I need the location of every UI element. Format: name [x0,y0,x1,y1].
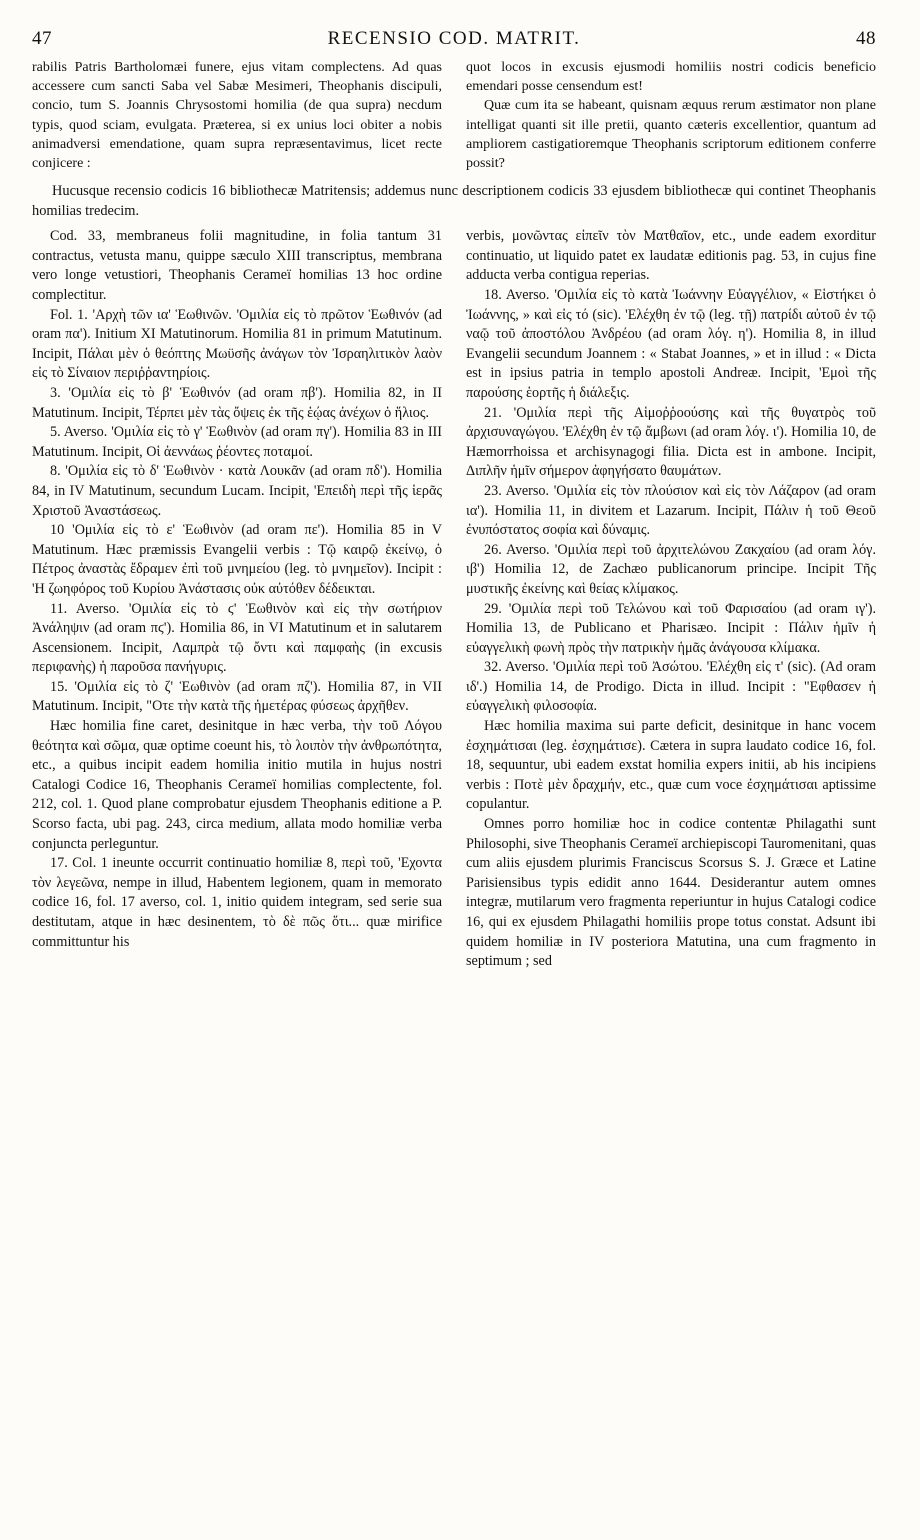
right-page-number: 48 [855,28,876,49]
left-page-number: 47 [32,28,52,49]
paragraph: 21. 'Ομιλία περὶ τῆς Αἱμοῤῥοούσης καὶ τῆς θυγατρὸς τοῦ ἀρχισυναγώγου. 'Ελέχθη ἐν τῷ ἄμβωνι (ad oram λόγ. ι'). Homilia 10, de Hæmorrhoissa et archisynagogi filia. Dicta est in ambone. Incipit, Διπλῆν ἡμῖν σήμερον ἀφηγήσατο θαυμάτων. [466,404,876,480]
running-header [32,28,876,58]
paragraph: 3. 'Ομιλία εἰς τὸ β' Ἑωθινόν (ad oram πβ'). Homilia 82, in II Matutinum. Incipit, Τέρπει μὲν τὰς ὄψεις ἐκ τῆς ἑῴας ἀνέχων ὁ ἥλιος. [32,384,442,421]
paragraph: 32. Averso. 'Ομιλία περὶ τοῦ Ἀσώτου. 'Ελέχθη εἰς τ' (sic). (Ad oram ιδ'.) Homilia 14, de Prodigo. Dicta in illud. Incipit : "Εφθασεν ἡ εὐαγγελικὴ φιλοσοφία. [466,659,876,715]
left-column [32,227,442,972]
main-columns [32,227,876,972]
right-column [466,227,876,972]
paragraph: quot locos in excusis ejusmodi homiliis nostri codicis beneficio emendari posse censendum est! [466,60,876,95]
paragraph: 11. Averso. 'Ομιλία εἰς τὸ ϛ' Ἑωθινὸν καὶ εἰς τὴν σωτήριον Ἀνάληψιν (ad oram πϛ'). Homilia 86, in VI Matutinum et in salutarem Ascensionem. Incipit, Λαμπρὰ τῷ ὄντι καὶ παμφαὴς (in excusis περιφανὴς) ἡ παροῦσα πανήγυρις. [32,600,442,676]
paragraph: 8. 'Ομιλία εἰς τὸ δ' Ἑωθινὸν · κατὰ Λουκᾶν (ad oram πδ'). Homilia 84, in IV Matutinum, secundum Lucam. Incipit, 'Επειδὴ περὶ τῆς ἱερᾶς Χριστοῦ Ἀναστάσεως. [32,463,442,519]
top-left-column [32,58,442,173]
paragraph: 17. Col. 1 ineunte occurrit continuatio homiliæ 8, περὶ τοῦ, 'Εχοντα τὸν λεγεῶνα, nempe in illud, Habentem legionem, quam in memorato codice 16, fol. 17 averso, col. 1, initio quidem integram, sed serie sua destitutam, atque in hæc desinentem, τὸ δὲ πῶς ὅτι... quæ mirifice committuntur his [32,855,442,950]
paragraph: Fol. 1. 'Αρχὴ τῶν ια' Ἑωθινῶν. 'Ομιλία εἰς τὸ πρῶτον Ἑωθινόν (ad oram πα'). Initium XI Matutinorum. Homilia 81 in primum Matutinum. Incipit, Πάλαι μὲν ὁ θεόπτης Μωϋσῆς ἀνάγων τὸν Ἰσραηλιτικὸν λαὸν εἰς τὸ Σίναιον περιῤῥαντηρίοις. [32,306,442,382]
paragraph: Quæ cum ita se habeant, quisnam æquus rerum æstimator non plane intelligat quanti sit ille pretii, quanto cæteris excellentior, quantum ad ampliorem castigatioremque Theophanis scriptorum editionem conferre possit? [466,98,876,172]
paragraph: 26. Averso. 'Ομιλία περὶ τοῦ ἀρχιτελώνου Ζακχαίου (ad oram λόγ. ιβ') Homilia 12, de Zachæo publicanorum principe. Incipit Τῆς μυστικῆς ἐκείνης καὶ θείας κλίμακος. [466,541,876,597]
top-right-column [466,58,876,173]
paragraph: 23. Averso. 'Ομιλία εἰς τὸν πλούσιον καὶ εἰς τὸν Λάζαρον (ad oram ια'). Homilia 11, in divitem et Lazarum. Incipit, Πάλιν ἡ τοῦ Θεοῦ ἐνυπόστατος σοφία καὶ δύναμις. [466,482,876,539]
paragraph: Hæc homilia fine caret, desinitque in hæc verba, τὴν τοῦ Λόγου θεότητα καὶ σῶμα, quæ optime coeunt his, τὸ λοιπὸν τὴν ἀνθρωπότητα, etc., a quibus incipit eadem homilia initio mutila in hujus nostri Catalogi Codice 16, Theophanis Cerameï homilias complectente, fol. 212, col. 1. Quod plane comprobatur ejusdem Theophanis editione a P. Scorso facta, ubi pag. 243, circa medium, allata modo homiliæ verba conjuncta perleguntur. [32,718,442,852]
paragraph: 10 'Ομιλία εἰς τὸ ε' Ἑωθινὸν (ad oram πε'). Homilia 85 in V Matutinum. Hæc præmissis Evangelii verbis : Τῷ καιρῷ ἐκείνῳ, ὁ Πέτρος ἀναστὰς ἔδραμεν ἐπὶ τοῦ μνημείου (leg. τὸ μνημεῖον). Incipit : 'Η ζωηφόρος τοῦ Κυρίου Ἀνάστασις οὐκ αὐτόθεν δέδεικται. [32,522,442,597]
full-width-paragraph [32,181,876,221]
paragraph: Cod. 33, membraneus folii magnitudine, in folia tantum 31 contractus, vetusta manu, quippe sæculo XIII transcriptus, membrana vero longe vetustiori, Theophanis Cerameï homilias 13 hoc ordine complectitur. [32,228,442,303]
paragraph: Hæc homilia maxima sui parte deficit, desinitque in hanc vocem ἐσχημάτισαι (leg. ἐσχημάτισε). Cætera in supra laudato codice 16, fol. 18, sequuntur, ubi eadem exstat homilia expers initii, ab his incipiens verbis : Ποτὲ μὲν δραχμήν, etc., quæ cum voce ἐσχημάτισαι aptissime copulantur. [466,718,876,813]
paragraph: verbis, μονῶντας εἰπεῖν τὸν Ματθαῖον, etc., unde eadem exorditur continuatio, ut liquido patet ex laudatæ editionis pag. 53, in cujus fine adducta verba contigua reperias. [466,228,876,284]
paragraph: 5. Averso. 'Ομιλία εἰς τὸ γ' Ἑωθινὸν (ad oram πγ'). Homilia 83 in III Matutinum. Incipit, Οἱ ἀεννάως ῥέοντες ποταμοί. [32,424,442,460]
paragraph: 15. 'Ομιλία εἰς τὸ ζ' Ἑωθινὸν (ad oram πζ'). Homilia 87, in VII Matutinum. Incipit, "Οτε τὴν κατὰ τῆς ἡμετέρας φύσεως ἀρχῆθεν. [32,678,442,715]
paragraph: 18. Averso. 'Ομιλία εἰς τὸ κατὰ Ἰωάννην Εὐαγγέλιον, « Εἱστήκει ὁ Ἰωάννης, » καὶ εἰς τό (sic). 'Ελέχθη ἐν τῷ (leg. τῇ) πατρίδι αὐτοῦ ἐν τῷ ναῷ τοῦ ἀποστόλου Ἀνδρέου (ad oram λόγ. η'). Homilia 8, in illud Evangelii secundum Joannem : « Stabat Joannes, » et in illud : « Dicta est in ipsius patria in templo apostoli Andreæ. Incipit, 'Εμοὶ τῆς παρούσης ἑορτῆς ἡ διάλεξις. [466,287,876,401]
paragraph: Omnes porro homiliæ hoc in codice contentæ Philagathi sunt Philosophi, sive Theophanis Cerameï archiepiscopi Tauromenitani, quas cum aliis ejusdem plurimis Franciscus Scorsus S. J. Græce et Latine Parisiensibus typis edidit anno 1644. Desiderantur autem omnes integræ, mutilarum vero fragmenta reperiuntur in hujus Catalogi codice 16, qui ex ejusdem Philagathi homiliis prope totus constat. Adsunt ibi quidem homiliæ in IV posteriora Matutina, una cum fragmento in septimum ; sed [466,816,876,970]
running-title: RECENSIO COD. MATRIT. [327,28,581,49]
paragraph: rabilis Patris Bartholomæi funere, ejus vitam complectens. Ad quas accessere cum sancti Saba vel Sabæ Mesimeri, Theophanis discipuli, concio, tum S. Joannis Chrysostomi homilia (de qua supra) necdum typis, quod sciam, evulgata. Præterea, si ex unius loci obiter a nobis animadversi emendatione, quam supra repræsentavimus, licet recte conjicere : [32,60,442,172]
paragraph: 29. 'Ομιλία περὶ τοῦ Τελώνου καὶ τοῦ Φαρισαίου (ad oram ιγ'). Homilia 13, de Publicano et Pharisæo. Incipit : Πάλιν ἡμῖν ἡ εὐαγγελικὴ φωνὴ πρὸς τὴν πατρικὴν ἡμᾶς ἀνάγουσα κλίμακα. [466,600,876,656]
top-columns [32,58,876,173]
paragraph: Hucusque recensio codicis 16 bibliothecæ Matritensis; addemus nunc descriptionem codicis 33 ejusdem bibliothecæ qui continet Theophanis homilias tredecim. [32,183,876,220]
